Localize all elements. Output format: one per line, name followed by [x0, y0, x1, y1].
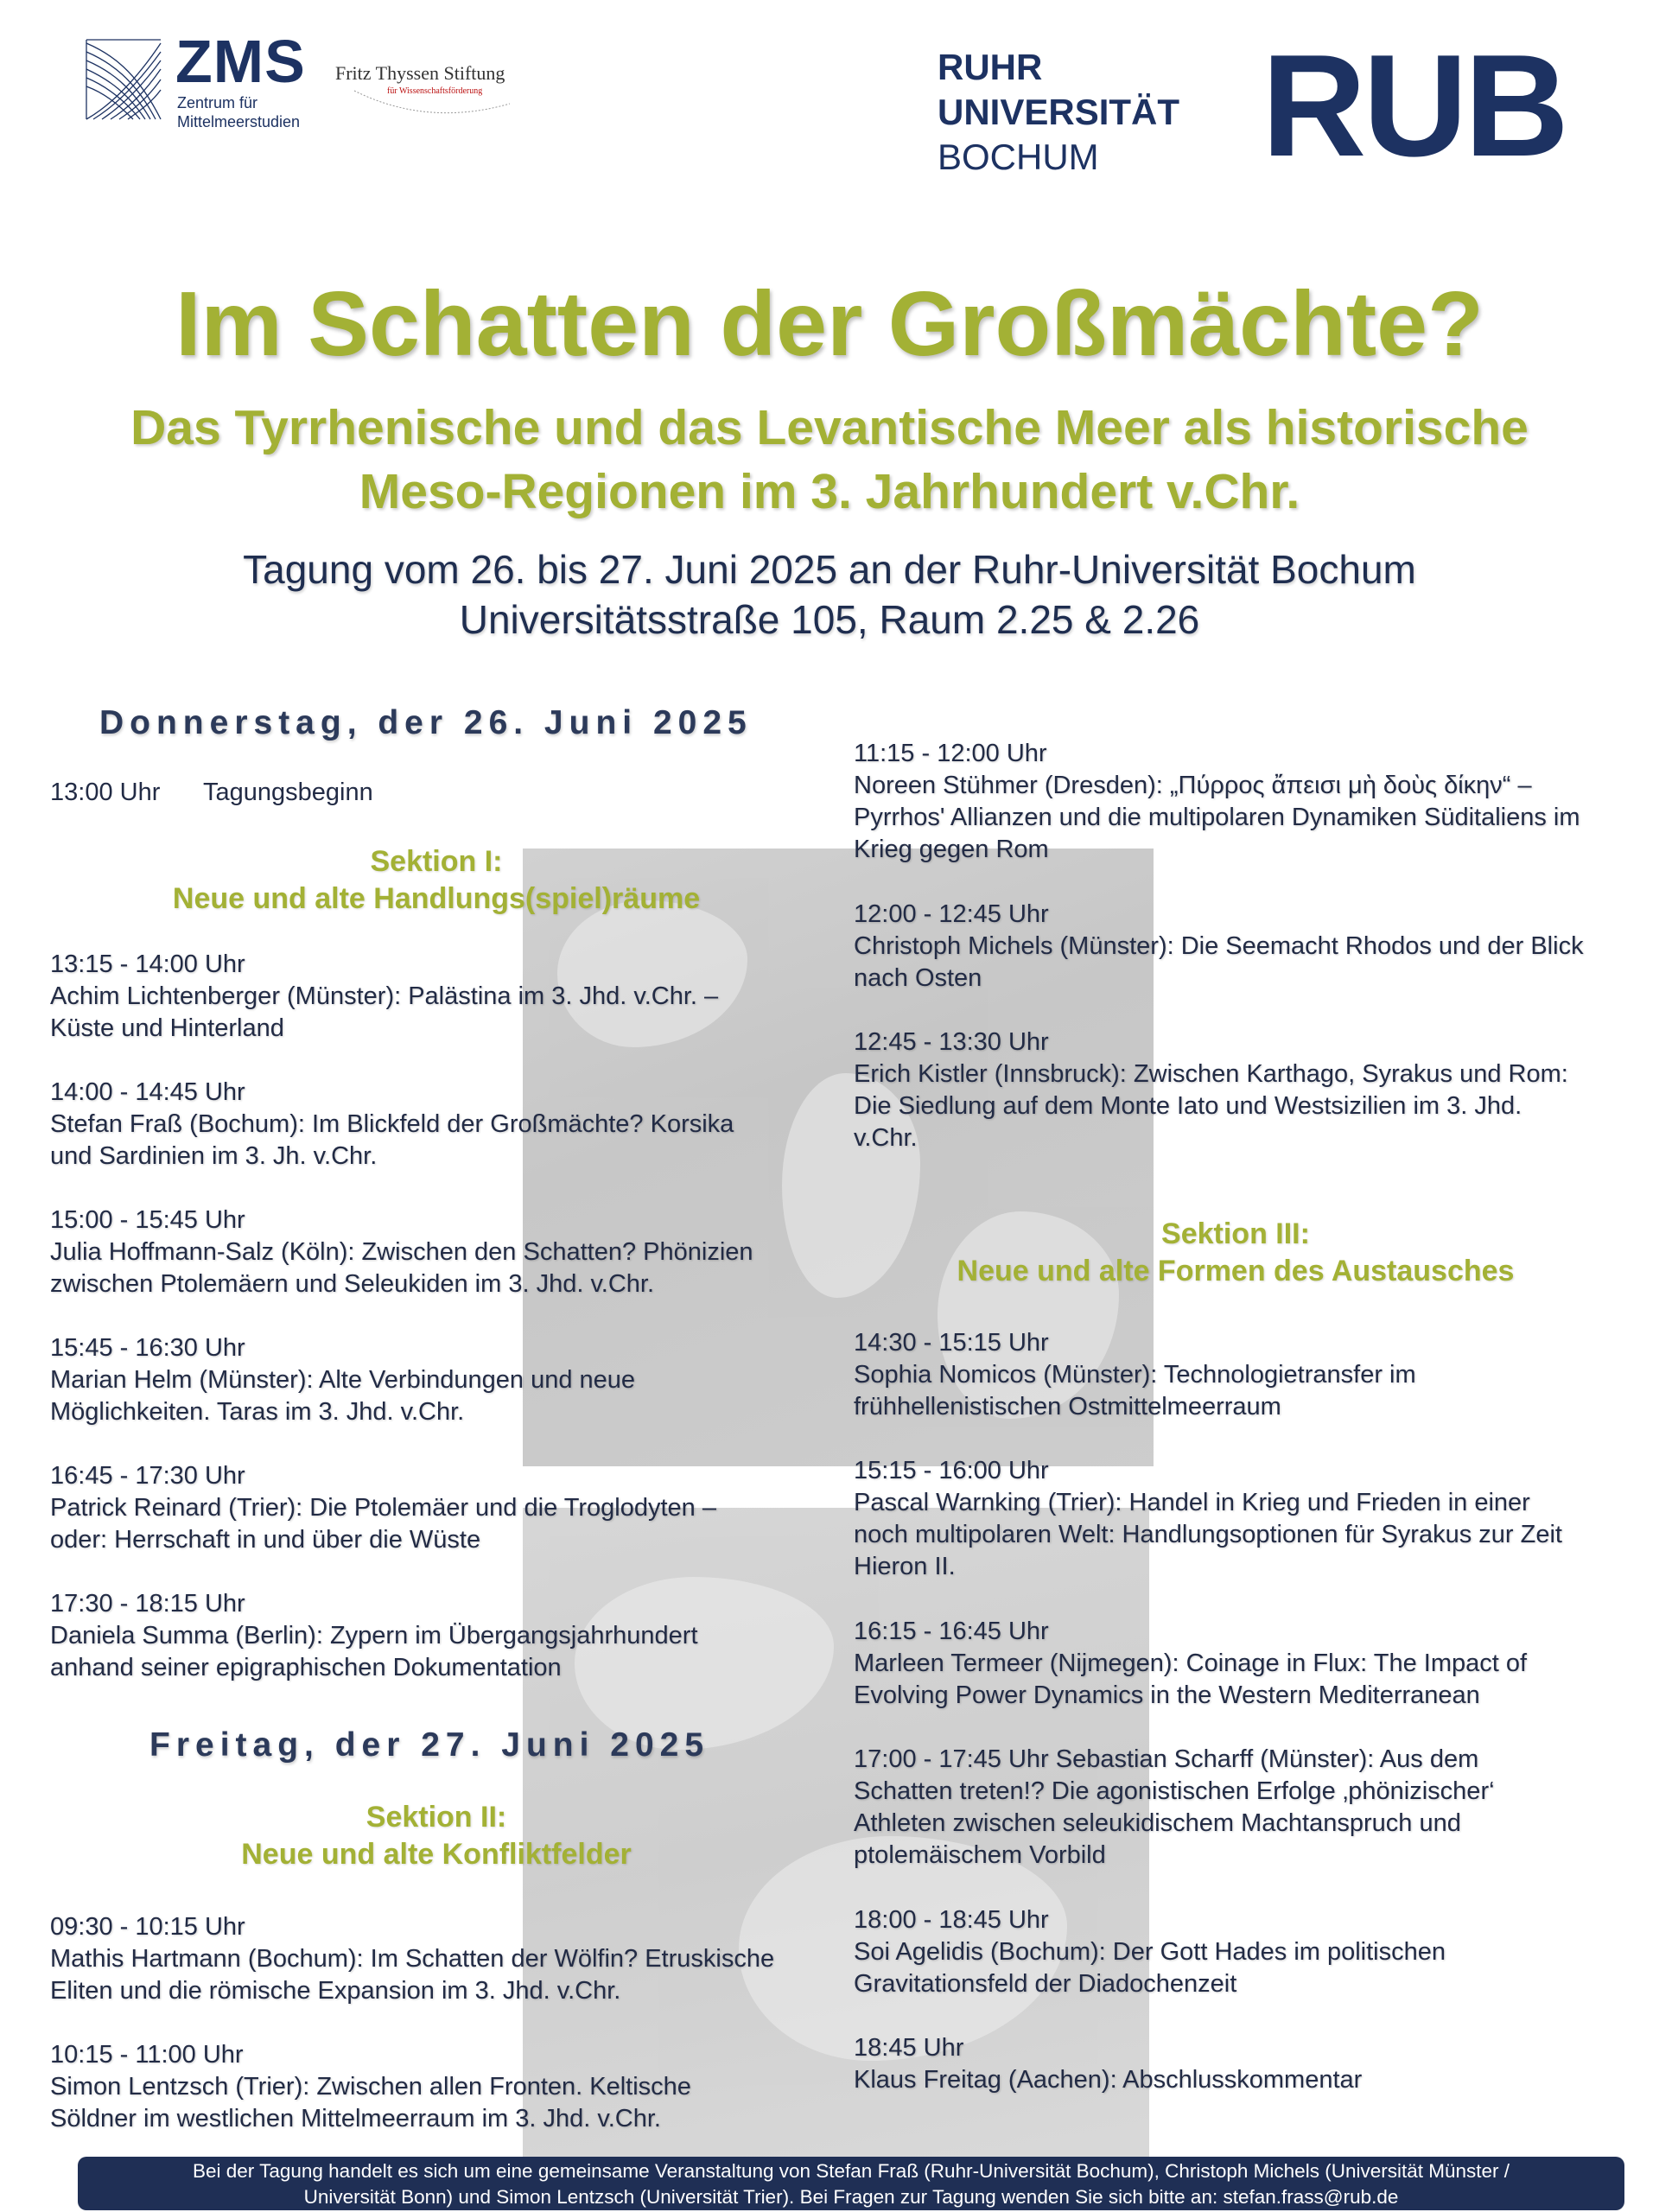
page-title: Im Schatten der Großmächte? [175, 273, 1484, 375]
talk-entry: 18:45 Uhr Klaus Freitag (Aachen): Abschlusskommentar [854, 2034, 1363, 2094]
talk-entry: 17:30 - 18:15 Uhr Daniela Summa (Berlin): Zypern im Übergangsjahrhundert anhand seiner epigraphischen Dokumentation [50, 1590, 698, 1681]
talk-entry: 15:15 - 16:00 Uhr Pascal Warnking (Trier): Handel in Krieg und Frieden in einer noch multipolaren Welt: Handlungsoptionen für Syrakus zur Zeit Hieron II. [854, 1457, 1562, 1580]
section-1-heading: Sektion I: Neue und alte Handlungs(spiel)räume [172, 845, 701, 915]
talk-entry: 16:15 - 16:45 Uhr Marleen Termeer (Nijmegen): Coinage in Flux: The Impact of Evolving Power Dynamics in the Western Mediterranean [854, 1618, 1528, 1709]
start-label: Tagungsbeginn [203, 779, 373, 806]
zms-logo-mark [85, 36, 164, 123]
section-2-heading: Sektion II: Neue und alte Konfliktfelder [241, 1801, 632, 1871]
talk-entry: 14:00 - 14:45 Uhr Stefan Fraß (Bochum): Im Blickfeld der Großmächte? Korsika und Sardinien im 3. Jh. v.Chr. [50, 1078, 734, 1170]
talk-entry: 12:45 - 13:30 Uhr Erich Kistler (Innsbruck): Zwischen Karthago, Syrakus und Rom: Die Siedlung auf dem Monte Iato und Westsizilien im 3. Jhd. v.Chr. [854, 1028, 1568, 1152]
talk-entry: 12:00 - 12:45 Uhr Christoph Michels (Münster): Die Seemacht Rhodos und der Blick nach Osten [854, 900, 1584, 992]
start-time: 13:00 Uhr [50, 779, 161, 806]
talk-entry: 09:30 - 10:15 Uhr Mathis Hartmann (Bochum): Im Schatten der Wölfin? Etruskische Eliten und die römische Expansion im 3. Jhd. v.Chr. [50, 1913, 775, 2005]
talk-entry: 11:15 - 12:00 Uhr Noreen Stühmer (Dresden): „Πύρρος ἄπεισι μὴ δοὺς δίκην“ – Pyrrhos' Allianzen und die multipolaren Dynamiken Süditaliens im Krieg gegen Rom [854, 740, 1580, 863]
talk-entry: 15:45 - 16:30 Uhr Marian Helm (Münster): Alte Verbindungen und neue Möglichkeiten. Taras im 3. Jhd. v.Chr. [50, 1334, 636, 1426]
talk-entry: 10:15 - 11:00 Uhr Simon Lentzsch (Trier): Zwischen allen Fronten. Keltische Söldner im westlichen Mittelmeerraum im 3. Jhd. v.Chr. [50, 2041, 691, 2133]
footer-note: Bei der Tagung handelt es sich um eine gemeinsame Veranstaltung von Stefan Fraß (Ruhr-Universität Bochum), Christoph Michels (Universität Münster / Universität Bonn) und Simon Lentzsch (Universität Trier). Bei Fragen zur Tagung wenden Sie sich bitte an: stefan.frass@rub.de [78, 2157, 1624, 2210]
talk-entry: 18:00 - 18:45 Uhr Soi Agelidis (Bochum): Der Gott Hades im politischen Gravitationsfeld der Diadochenzeit [854, 1906, 1446, 1998]
zms-logo-subtitle: Zentrum für Mittelmeerstudien [177, 94, 301, 130]
rub-logo-text: RUHR UNIVERSITÄT BOCHUM [938, 47, 1180, 177]
talk-entry: 14:30 - 15:15 Uhr Sophia Nomicos (Münster): Technologietransfer im frühhellenistischen Ostmittelmeerraum [854, 1329, 1416, 1421]
rub-logo-big: RUB [1262, 24, 1566, 187]
talk-entry: 15:00 - 15:45 Uhr Julia Hoffmann-Salz (Köln): Zwischen den Schatten? Phönizien zwischen Ptolemäern und Seleukiden im 3. Jhd. v.Chr. [50, 1206, 753, 1298]
venue-info: Tagung vom 26. bis 27. Juni 2025 an der Ruhr-Universität Bochum Universitätsstraße 105, Raum 2.25 & 2.26 [243, 547, 1416, 642]
fritz-thyssen-logo-sub: für Wissenschaftsförderung [387, 86, 483, 96]
fritz-thyssen-swoosh-icon [346, 86, 518, 130]
zms-logo-title: ZMS [175, 28, 306, 95]
day2-heading: Freitag, der 27. Juni 2025 [149, 1726, 710, 1764]
fritz-thyssen-logo-name: Fritz Thyssen Stiftung [335, 62, 505, 84]
talk-entry: 17:00 - 17:45 Uhr Sebastian Scharff (Münster): Aus dem Schatten treten!? Die agonistischen Erfolge ‚phönizischer‘ Athleten zwischen seleukidischem Machtanspruch und ptolemäischem Vorbild [854, 1745, 1495, 1869]
talk-entry: 16:45 - 17:30 Uhr Patrick Reinard (Trier): Die Ptolemäer und die Troglodyten – oder: Herrschaft in und über die Wüste [50, 1462, 716, 1554]
day1-heading: Donnerstag, der 26. Juni 2025 [99, 704, 753, 741]
section-3-heading: Sektion III: Neue und alte Formen des Austausches [957, 1217, 1515, 1287]
page-subtitle: Das Tyrrhenische und das Levantische Meer als historische Meso-Regionen im 3. Jahrhundert v.Chr. [130, 400, 1529, 519]
talk-entry: 13:15 - 14:00 Uhr Achim Lichtenberger (Münster): Palästina im 3. Jhd. v.Chr. – Küste und Hinterland [50, 950, 719, 1042]
